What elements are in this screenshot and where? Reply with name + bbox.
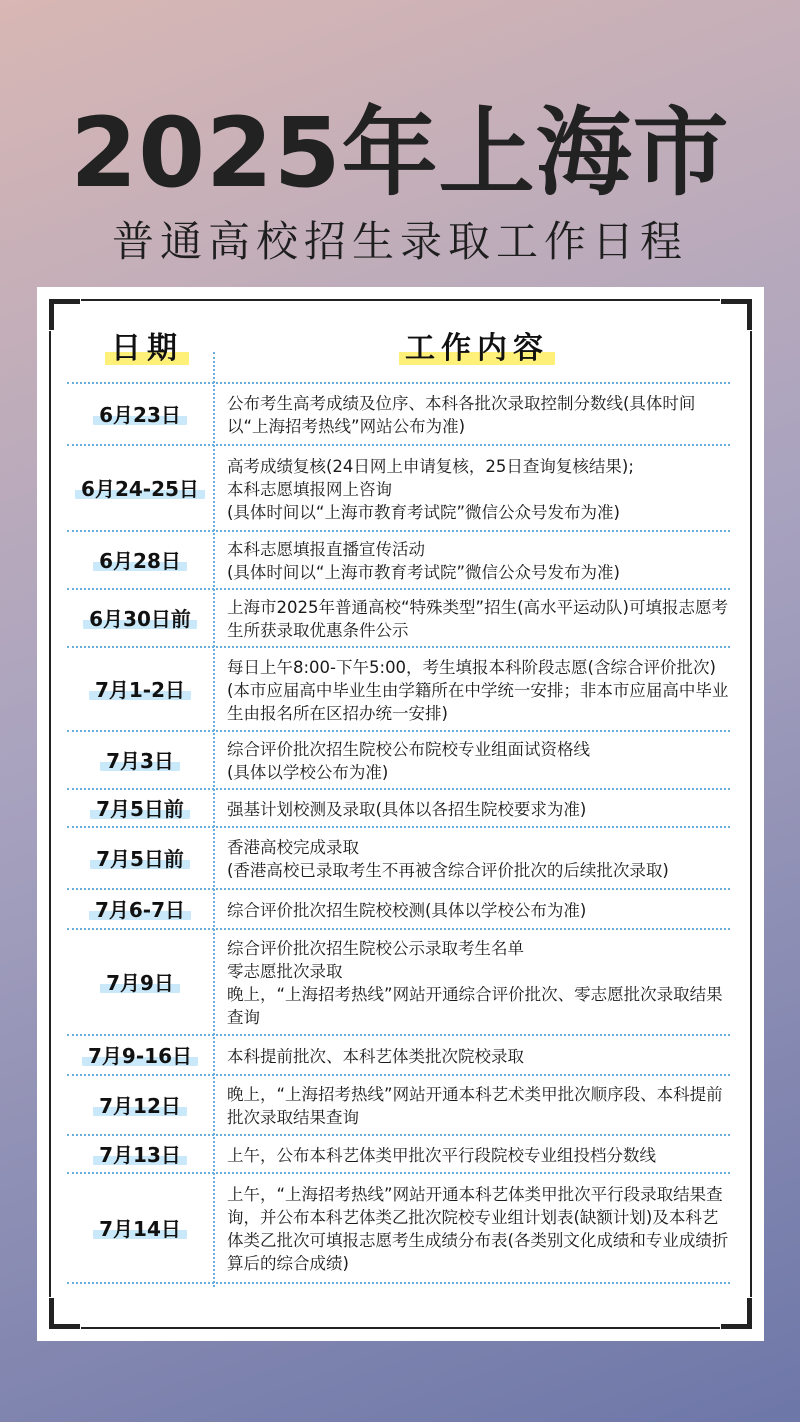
row-content: 上午，公布本科艺体类甲批次平行段院校专业组投档分数线 [227, 1145, 656, 1165]
table-row [67, 446, 730, 532]
row-date: 7月5日前 [67, 828, 213, 890]
row-date: 7月14日 [67, 1174, 213, 1284]
row-date: 7月12日 [67, 1076, 213, 1136]
schedule-card [37, 287, 764, 1341]
row-date: 7月1-2日 [67, 648, 213, 732]
frame-top-edge [81, 299, 720, 301]
row-content: 本科提前批次、本科艺体类批次院校录取 [227, 1046, 524, 1066]
table-row [67, 828, 730, 890]
row-date: 6月23日 [67, 384, 213, 446]
row-date: 7月9日 [67, 930, 213, 1036]
table-row [67, 890, 730, 930]
row-content: 高考成绩复核(24日网上申请复核，25日查询复核结果); 本科志愿填报网上咨询 (具体时间以“上海市教育考试院”微信公众号发布为准) [227, 456, 634, 522]
table-row [67, 732, 730, 790]
row-date: 7月9-16日 [67, 1036, 213, 1076]
row-content: 本科志愿填报直播宣传活动 (具体时间以“上海市教育考试院”微信公众号发布为准) [227, 540, 620, 582]
frame-left-edge [49, 331, 51, 1297]
row-content: 晚上，“上海招考热线”网站开通本科艺术类甲批次顺序段、本科提前批次录取结果查询 [227, 1085, 723, 1127]
row-content: 上海市2025年普通高校“特殊类型”招生(高水平运动队)可填报志愿考生所获录取优惠条件公示 [227, 598, 728, 640]
header-work-label: 工作内容 [399, 329, 555, 369]
table-row [67, 532, 730, 590]
frame-bottom-edge [81, 1327, 720, 1329]
corner-bracket-top-right [721, 299, 752, 330]
table-row [67, 930, 730, 1036]
table-row [67, 384, 730, 446]
row-date: 6月28日 [67, 532, 213, 590]
row-separator [67, 1282, 730, 1284]
row-content: 强基计划校测及录取(具体以各招生院校要求为准) [227, 799, 587, 819]
header-date-label: 日期 [105, 329, 189, 369]
table-row [67, 790, 730, 828]
header-work [337, 329, 617, 369]
corner-bracket-top-left [49, 299, 80, 330]
corner-bracket-bottom-right [721, 1298, 752, 1329]
row-content: 综合评价批次招生院校校测(具体以学校公布为准) [227, 900, 587, 920]
row-date: 7月3日 [67, 732, 213, 790]
table-row [67, 590, 730, 648]
table-row [67, 1174, 730, 1284]
row-date: 6月24-25日 [67, 446, 213, 532]
row-date: 7月6-7日 [67, 890, 213, 930]
row-content: 公布考生高考成绩及位序、本科各批次录取控制分数线(具体时间以“上海招考热线”网站公布为准) [227, 394, 696, 436]
row-date: 7月5日前 [67, 790, 213, 828]
page-subtitle: 普通高校招生录取工作日程 [111, 217, 688, 266]
table-row [67, 1076, 730, 1136]
corner-bracket-bottom-left [49, 1298, 80, 1329]
row-content: 综合评价批次招生院校公示录取考生名单 零志愿批次录取 晚上，“上海招考热线”网站开通综合评价批次、零志愿批次录取结果查询 [227, 939, 723, 1027]
frame-right-edge [750, 331, 752, 1297]
row-date: 7月13日 [67, 1136, 213, 1174]
table-row [67, 1136, 730, 1174]
header-date [67, 329, 227, 369]
row-content: 香港高校完成录取 (香港高校已录取考生不再被含综合评价批次的后续批次录取) [227, 838, 669, 880]
page-title: 2025年上海市 [70, 97, 730, 209]
row-content: 每日上午8:00-下午5:00，考生填报本科阶段志愿(含综合评价批次)(本市应届高中毕业生由学籍所在中学统一安排；非本市应届高中毕业生由报名所在区招办统一安排) [227, 657, 729, 723]
row-date: 6月30日前 [67, 590, 213, 648]
table-row [67, 1036, 730, 1076]
row-content: 综合评价批次招生院校公布院校专业组面试资格线 (具体以学校公布为准) [227, 740, 590, 782]
table-row [67, 648, 730, 732]
row-content: 上午，“上海招考热线”网站开通本科艺体类甲批次平行段录取结果查询，并公布本科艺体类乙批次院校专业组计划表(缺额计划)及本科艺体类乙批次可填报志愿考生成绩分布表(各类别文化成绩和专业成绩折算后的综合成绩) [227, 1185, 729, 1273]
